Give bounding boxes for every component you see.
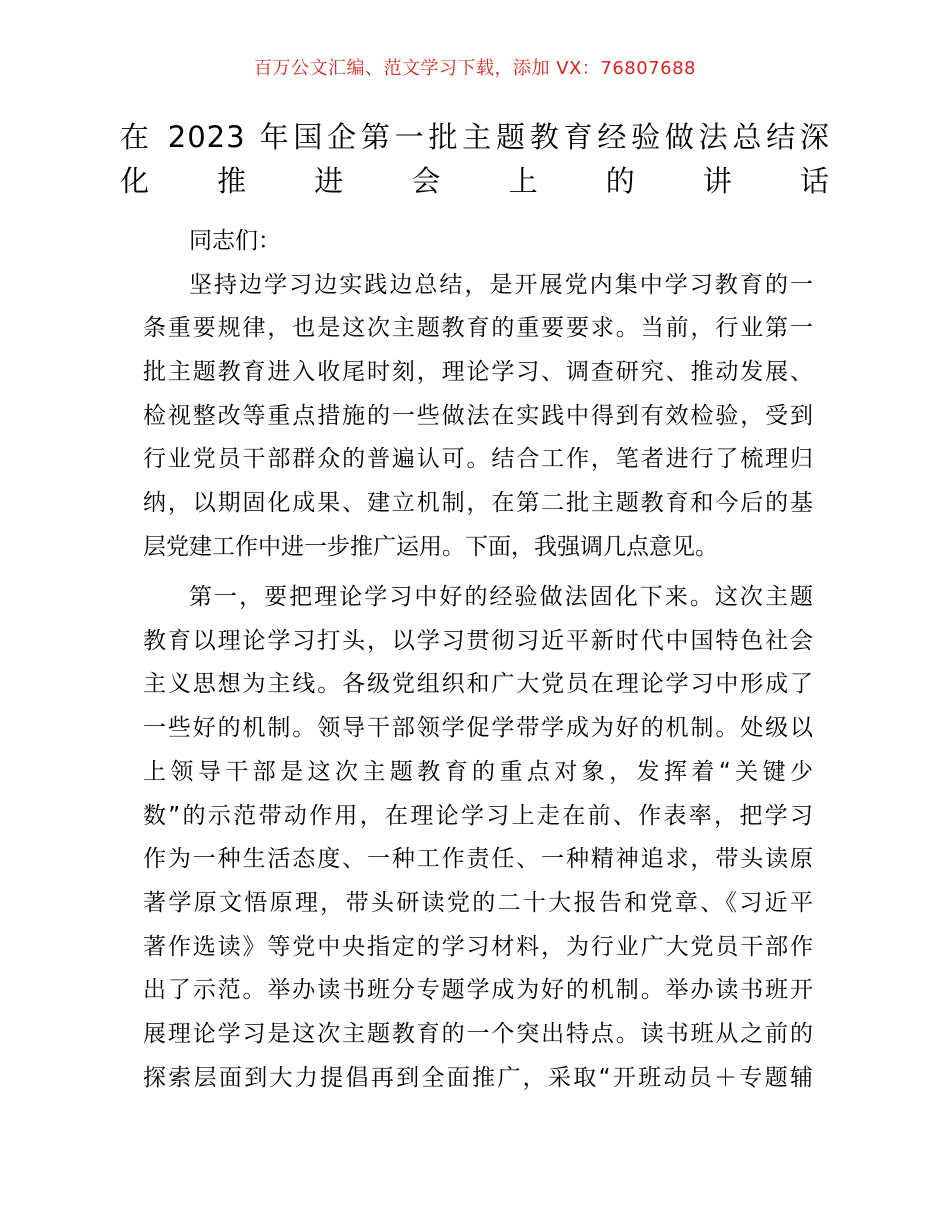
paragraph-line: 上领导干部是这次主题教育的重点对象，发挥着“关键少: [143, 758, 813, 785]
paragraph-line: 著作选读》等党中央指定的学习材料，为行业广大党员干部作: [143, 933, 813, 960]
paragraph-line: 行业党员干部群众的普遍认可。结合工作，笔者进行了梳理归: [143, 446, 813, 473]
paragraph-line: 纳，以期固化成果、建立机制，在第二批主题教育和今后的基: [143, 490, 813, 517]
paragraph-line: 出了示范。举办读书班分专题学成为好的机制。举办读书班开: [143, 977, 813, 1004]
page-title: [120, 112, 830, 199]
paragraph-line: 一些好的机制。领导干部领学促学带学成为好的机制。处级以: [143, 715, 813, 742]
paragraph-line: 探索层面到大力提倡再到全面推广，采取“开班动员＋专题辅: [143, 1064, 813, 1091]
paragraph-line: 第一，要把理论学习中好的经验做法固化下来。这次主题: [189, 584, 813, 611]
paragraph-1: [143, 264, 813, 570]
paragraph-line: 数”的示范带动作用，在理论学习上走在前、作表率，把学习: [143, 802, 813, 829]
paragraph-line: 层党建工作中进一步推广运用。下面，我强调几点意见。: [143, 533, 718, 560]
paragraph-line: 作为一种生活态度、一种工作责任、一种精神追求，带头读原: [143, 846, 813, 873]
paragraph-2: [143, 576, 813, 1100]
paragraph-line: 检视整改等重点措施的一些做法在实践中得到有效检验，受到: [143, 402, 813, 429]
header-watermark-text: 百万公文汇编、范文学习下载，添加 VX：76807688: [254, 58, 696, 79]
paragraph-line: 坚持边学习边实践边总结，是开展党内集中学习教育的一: [189, 271, 813, 298]
title-line: 化推进会上的讲话: [120, 163, 830, 198]
paragraph-line: 主义思想为主线。各级党组织和广大党员在理论学习中形成了: [143, 671, 813, 698]
title-line: 在 2023 年国企第一批主题教育经验做法总结深: [120, 120, 830, 154]
paragraph-line: 批主题教育进入收尾时刻，理论学习、调查研究、推动发展、: [143, 359, 813, 386]
document-body: [143, 220, 813, 1107]
paragraph-line: 展理论学习是这次主题教育的一个突出特点。读书班从之前的: [143, 1020, 813, 1047]
paragraph-line: 条重要规律，也是这次主题教育的重要要求。当前，行业第一: [143, 315, 813, 342]
salutation: 同志们：: [189, 228, 281, 254]
paragraph-line: 著学原文悟原理，带头研读党的二十大报告和党章、《习近平: [143, 889, 813, 916]
paragraph-line: 教育以理论学习打头，以学习贯彻习近平新时代中国特色社会: [143, 627, 813, 654]
